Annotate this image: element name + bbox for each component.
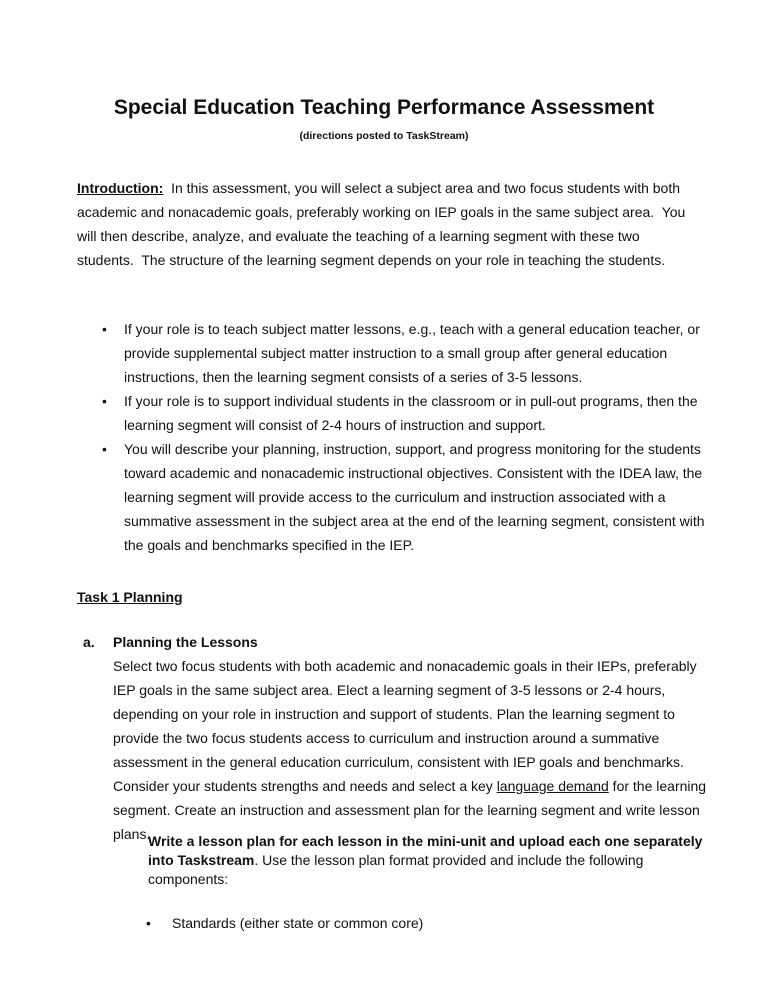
bullet-icon: • (102, 321, 107, 337)
bullet-text: If your role is to teach subject matter lessons, e.g., teach with a general education teacher, or provide supplemental subject matter instruction to a small group after general education instructions, then the learning segment consists of a series of 3-5 lessons. (124, 321, 700, 385)
introduction-paragraph (77, 176, 697, 272)
language-demand-term: language demand (496, 778, 609, 794)
bullet-icon: • (102, 393, 107, 409)
lesson-plan-rest: . Use the lesson plan format provided and include the following components: (148, 852, 644, 887)
section-a-text-before: Select two focus students with both academic and nonacademic goals in their IEPs, preferably IEP goals in the same subject area. Elect a learning segment of 3-5 lessons or 2-4 hours, depending on your role in instruction and support of students. Plan the learning segment to provide the two focus students access to curriculum and instruction around a summative assessment in the general education curriculum, consistent with IEP goals and benchmarks. Consider your students strengths and needs and select a key (113, 658, 697, 794)
component-text: Standards (either state or common core) (172, 915, 424, 931)
section-a-text-after: for the learning segment. Create an instruction and assessment plan for the learning segment and write lesson plans. (113, 778, 707, 842)
section-a-body (113, 654, 713, 846)
introduction-label: Introduction: (77, 180, 164, 196)
introduction-text: In this assessment, you will select a subject area and two focus students with both academic and nonacademic goals, preferably working on IEP goals in the same subject area. You will then describe, analyze, and evaluate the teaching of a learning segment with these two students. The structure of the learning segment depends on your role in teaching the students. (77, 180, 690, 268)
bullet-text: You will describe your planning, instruction, support, and progress monitoring for the students toward academic and nonacademic instructional objectives. Consistent with the IDEA law, the learning segment will provide access to the curriculum and instruction associated with a summative assessment in the subject area at the end of the learning segment, consistent with the goals and benchmarks specified in the IEP. (124, 441, 705, 553)
section-a-letter: a. (83, 634, 95, 650)
document-subtitle: (directions posted to TaskStream) (299, 130, 469, 142)
list-item (77, 389, 707, 437)
role-bullet-list (77, 317, 707, 557)
bullet-icon: • (146, 915, 151, 931)
list-item (77, 437, 707, 557)
section-a (77, 630, 717, 846)
lesson-plan-instructions (148, 832, 708, 889)
document-title: Special Education Teaching Performance Assessment (113, 96, 655, 119)
bullet-icon: • (102, 441, 107, 457)
list-item (77, 317, 707, 389)
task1-heading: Task 1 Planning (77, 589, 183, 605)
component-item (146, 913, 424, 933)
lesson-plan-bold: Write a lesson plan for each lesson in the mini-unit and upload each one separately into Taskstream (148, 833, 703, 868)
bullet-text: If your role is to support individual students in the classroom or in pull-out programs, then the learning segment will consist of 2-4 hours of instruction and support. (124, 393, 698, 433)
section-a-title: Planning the Lessons (113, 634, 258, 650)
